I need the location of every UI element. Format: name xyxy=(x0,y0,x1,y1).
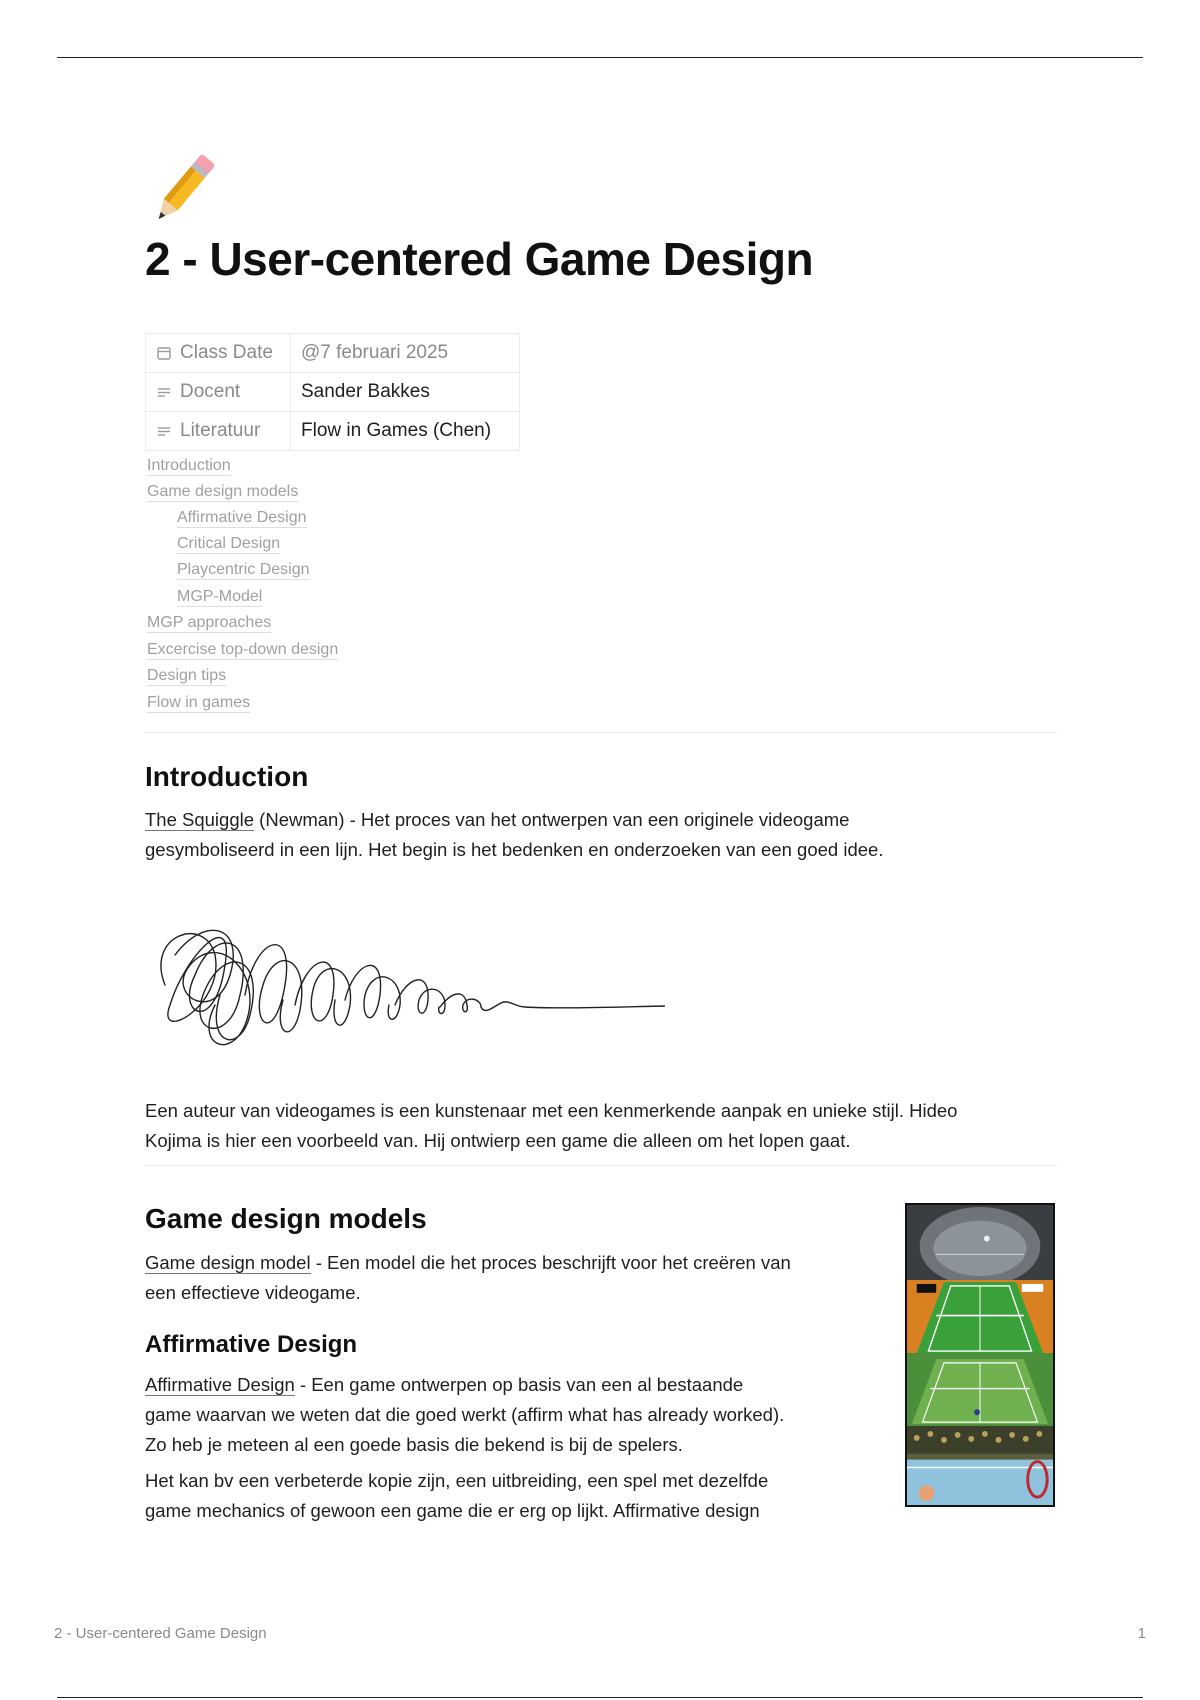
toc-link-flow-in-games[interactable]: Flow in games xyxy=(147,694,251,711)
term-game-design-model: Game design model xyxy=(145,1252,311,1273)
property-row-literatuur xyxy=(146,412,520,451)
paragraph-auteur: Een auteur van videogames is een kunstenaar met een kenmerkende aanpak en unieke stijl. Hideo Kojima is hier een voorbeeld van. Hij ontwierp een game die alleen om het lopen gaat. xyxy=(145,1100,958,1151)
property-row-docent xyxy=(146,373,520,412)
footer-page-number: 1 xyxy=(1137,1625,1146,1642)
heading-introduction: Introduction xyxy=(145,761,309,792)
toc-link-design-tips[interactable]: Design tips xyxy=(147,667,227,684)
footer-title: 2 - User-centered Game Design xyxy=(54,1625,267,1642)
page-top-rule xyxy=(57,57,1143,58)
calendar-icon xyxy=(156,345,172,361)
page-bottom-rule xyxy=(57,1697,1143,1698)
text-lines-icon xyxy=(156,423,172,439)
property-label: Class Date xyxy=(180,342,273,363)
toc-link-excercise-top-down-design[interactable]: Excercise top-down design xyxy=(147,641,339,658)
paragraph-squiggle: The Squiggle (Newman) - Het proces van het ontwerpen van een originele videogame gesymboliseerd in een lijn. Het begin is het bedenken en onderzoeken van een goed idee. xyxy=(145,809,884,860)
page-title: 2 - User-centered Game Design xyxy=(145,233,814,285)
toc-link-playcentric-design[interactable]: Playcentric Design xyxy=(177,561,310,578)
property-row-class-date xyxy=(146,334,520,373)
paragraph-affirmative-design: Affirmative Design - Een game ontwerpen op basis van een al bestaande game waarvan we weten dat die goed werkt (affirm what has already worked). Zo heb je meteen al een goede basis die bekend is bij de spelers. xyxy=(145,1374,785,1455)
heading-affirmative-design: Affirmative Design xyxy=(145,1331,358,1358)
divider xyxy=(145,732,1057,733)
toc-link-affirmative-design[interactable]: Affirmative Design xyxy=(177,509,307,526)
property-value-date[interactable]: @7 februari 2025 xyxy=(291,334,520,373)
property-value-literatuur[interactable]: Flow in Games (Chen) xyxy=(291,412,520,451)
paragraph-affirmative-examples: Het kan bv een verbeterde kopie zijn, een uitbreiding, een spel met dezelfde game mechanics of gewoon een game die er erg op lijkt. Affirmative design xyxy=(145,1470,769,1521)
property-label: Docent xyxy=(180,381,241,402)
pencil-emoji-icon xyxy=(145,152,221,228)
term-the-squiggle: The Squiggle xyxy=(145,809,255,830)
squiggle-image xyxy=(145,895,665,1065)
text-lines-icon xyxy=(156,384,172,400)
property-value-docent[interactable]: Sander Bakkes xyxy=(291,373,520,412)
property-label: Literatuur xyxy=(180,420,261,441)
toc-link-game-design-models[interactable]: Game design models xyxy=(147,483,299,500)
tennis-games-image xyxy=(905,1203,1055,1507)
toc-link-critical-design[interactable]: Critical Design xyxy=(177,535,281,552)
paragraph-game-design-model: Game design model - Een model die het proces beschrijft voor het creëren van een effectieve videogame. xyxy=(145,1252,791,1303)
properties-table xyxy=(145,333,520,451)
toc-link-mgp-model[interactable]: MGP-Model xyxy=(177,588,263,605)
toc-link-mgp-approaches[interactable]: MGP approaches xyxy=(147,614,272,631)
divider xyxy=(145,1165,1057,1166)
heading-game-design-models: Game design models xyxy=(145,1203,427,1234)
toc-link-introduction[interactable]: Introduction xyxy=(147,457,231,474)
term-affirmative-design: Affirmative Design xyxy=(145,1374,295,1395)
